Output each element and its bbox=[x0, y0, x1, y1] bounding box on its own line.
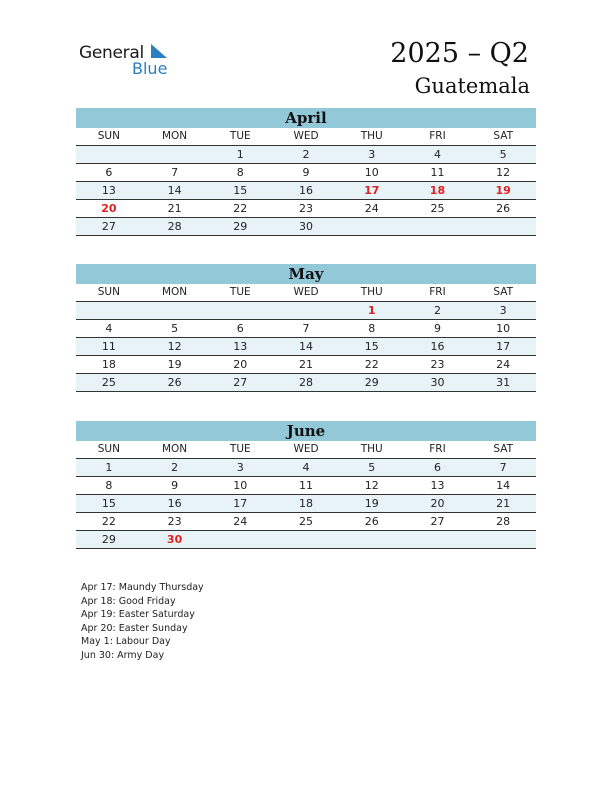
day-cell bbox=[405, 531, 471, 548]
day-cell: 6 bbox=[236, 322, 244, 335]
week-row bbox=[76, 459, 536, 477]
day-cell: 10 bbox=[233, 479, 248, 492]
day-cell: 16 bbox=[299, 184, 314, 197]
month-title: June bbox=[76, 421, 536, 441]
day-cell: 2 bbox=[171, 461, 179, 474]
month-april bbox=[76, 108, 536, 236]
generalblue-logo bbox=[79, 40, 179, 80]
day-cell: 13 bbox=[233, 340, 248, 353]
holiday-entry: Jun 30: Army Day bbox=[81, 649, 165, 661]
weekday-label: THU bbox=[360, 286, 383, 298]
day-cell: 4 bbox=[302, 461, 310, 474]
day-cell: 19 bbox=[364, 497, 379, 510]
day-cell: 27 bbox=[101, 220, 116, 233]
page-title: 2025 – Q2 bbox=[390, 38, 529, 69]
day-cell bbox=[273, 302, 339, 319]
week-row bbox=[76, 513, 536, 531]
day-cell bbox=[470, 531, 536, 548]
weekday-label: FRI bbox=[429, 443, 446, 455]
day-cell: 28 bbox=[299, 376, 314, 389]
day-cell: 1 bbox=[105, 461, 113, 474]
day-cell: 18 bbox=[101, 358, 116, 371]
holiday-list bbox=[81, 581, 204, 663]
week-row bbox=[76, 182, 536, 200]
day-cell: 25 bbox=[101, 376, 116, 389]
day-cell bbox=[339, 531, 405, 548]
day-cell: 13 bbox=[101, 184, 116, 197]
week-row bbox=[76, 477, 536, 495]
weekday-header-row bbox=[76, 284, 536, 302]
day-cell: 1 bbox=[236, 148, 244, 161]
day-cell: 25 bbox=[430, 202, 445, 215]
day-cell: 28 bbox=[496, 515, 511, 528]
weekday-label: SAT bbox=[493, 130, 513, 142]
holiday-entry: May 1: Labour Day bbox=[81, 636, 171, 648]
day-cell: 3 bbox=[368, 148, 376, 161]
month-june bbox=[76, 421, 536, 549]
day-cell: 12 bbox=[364, 479, 379, 492]
month-may bbox=[76, 264, 536, 392]
day-cell bbox=[142, 146, 208, 163]
month-title: May bbox=[76, 264, 536, 284]
day-cell: 14 bbox=[496, 479, 511, 492]
week-row bbox=[76, 374, 536, 392]
week-row bbox=[76, 356, 536, 374]
day-cell: 19 bbox=[167, 358, 182, 371]
holiday-entry: Apr 17: Maundy Thursday bbox=[81, 582, 204, 593]
day-cell: 2 bbox=[433, 304, 441, 317]
day-cell: 22 bbox=[101, 515, 116, 528]
weekday-label: SUN bbox=[97, 130, 120, 142]
day-cell: 29 bbox=[233, 220, 248, 233]
day-cell: 26 bbox=[167, 376, 182, 389]
day-cell: 7 bbox=[302, 322, 310, 335]
day-cell: 5 bbox=[499, 148, 507, 161]
holiday-entry: Apr 20: Easter Sunday bbox=[81, 622, 188, 634]
day-cell bbox=[76, 302, 142, 319]
day-cell: 23 bbox=[430, 358, 445, 371]
weekday-label: FRI bbox=[429, 286, 446, 298]
day-cell: 15 bbox=[101, 497, 116, 510]
day-cell: 21 bbox=[167, 202, 182, 215]
day-cell: 24 bbox=[496, 358, 511, 371]
day-cell: 11 bbox=[101, 340, 116, 353]
weekday-label: WED bbox=[293, 286, 319, 298]
week-row bbox=[76, 302, 536, 320]
day-cell: 8 bbox=[105, 479, 113, 492]
day-cell: 11 bbox=[430, 166, 445, 179]
day-cell: 12 bbox=[167, 340, 182, 353]
holiday-day-cell: 18 bbox=[429, 184, 446, 197]
weekday-header-row bbox=[76, 128, 536, 146]
day-cell: 5 bbox=[171, 322, 179, 335]
day-cell: 17 bbox=[233, 497, 248, 510]
day-cell: 20 bbox=[233, 358, 248, 371]
holiday-entry: Apr 18: Good Friday bbox=[81, 595, 176, 607]
weekday-label: TUE bbox=[229, 286, 251, 298]
day-cell: 22 bbox=[233, 202, 248, 215]
day-cell: 8 bbox=[236, 166, 244, 179]
month-title: April bbox=[76, 108, 536, 128]
day-cell: 26 bbox=[496, 202, 511, 215]
day-cell: 20 bbox=[430, 497, 445, 510]
day-cell: 21 bbox=[299, 358, 314, 371]
day-cell: 27 bbox=[430, 515, 445, 528]
day-cell: 29 bbox=[364, 376, 379, 389]
week-row bbox=[76, 495, 536, 513]
logo-word-blue: Blue bbox=[132, 59, 168, 78]
weekday-label: SUN bbox=[97, 443, 120, 455]
day-cell bbox=[470, 218, 536, 235]
day-cell: 25 bbox=[299, 515, 314, 528]
day-cell: 6 bbox=[105, 166, 113, 179]
day-cell: 5 bbox=[368, 461, 376, 474]
day-cell: 10 bbox=[496, 322, 511, 335]
holiday-entry: Apr 19: Easter Saturday bbox=[81, 609, 195, 621]
weekday-label: WED bbox=[293, 130, 319, 142]
day-cell: 9 bbox=[433, 322, 441, 335]
week-row bbox=[76, 338, 536, 356]
day-cell: 4 bbox=[105, 322, 113, 335]
week-row bbox=[76, 531, 536, 549]
day-cell: 16 bbox=[167, 497, 182, 510]
day-cell bbox=[207, 531, 273, 548]
logo-word-general: General bbox=[79, 43, 144, 63]
weekday-label: MON bbox=[161, 443, 188, 455]
weekday-label: TUE bbox=[229, 443, 251, 455]
weekday-label: SAT bbox=[493, 286, 513, 298]
day-cell: 23 bbox=[167, 515, 182, 528]
holiday-day-cell: 17 bbox=[364, 184, 380, 197]
day-cell: 4 bbox=[433, 148, 441, 161]
day-cell: 6 bbox=[433, 461, 441, 474]
day-cell: 9 bbox=[171, 479, 179, 492]
day-cell: 15 bbox=[233, 184, 248, 197]
day-cell: 30 bbox=[430, 376, 445, 389]
day-cell: 23 bbox=[299, 202, 314, 215]
day-cell: 14 bbox=[167, 184, 182, 197]
weekday-label: TUE bbox=[229, 130, 251, 142]
day-cell: 24 bbox=[364, 202, 379, 215]
day-cell bbox=[405, 218, 471, 235]
weekday-label: SAT bbox=[493, 443, 513, 455]
day-cell: 2 bbox=[302, 148, 310, 161]
day-cell: 21 bbox=[496, 497, 511, 510]
weekday-header-row bbox=[76, 441, 536, 459]
day-cell: 30 bbox=[299, 220, 314, 233]
weekday-label: WED bbox=[293, 443, 319, 455]
day-cell: 11 bbox=[299, 479, 314, 492]
holiday-day-cell: 20 bbox=[101, 202, 117, 215]
day-cell bbox=[339, 218, 405, 235]
day-cell: 28 bbox=[167, 220, 182, 233]
holiday-day-cell: 19 bbox=[495, 184, 511, 197]
weekday-label: MON bbox=[161, 130, 188, 142]
day-cell: 26 bbox=[364, 515, 379, 528]
weekday-label: THU bbox=[360, 443, 383, 455]
holiday-day-cell: 30 bbox=[166, 533, 183, 546]
day-cell bbox=[273, 531, 339, 548]
day-cell: 9 bbox=[302, 166, 310, 179]
day-cell: 22 bbox=[364, 358, 379, 371]
day-cell: 8 bbox=[368, 322, 376, 335]
weekday-label: SUN bbox=[97, 286, 120, 298]
day-cell: 29 bbox=[101, 533, 116, 546]
day-cell: 3 bbox=[236, 461, 244, 474]
day-cell: 17 bbox=[496, 340, 511, 353]
week-row bbox=[76, 200, 536, 218]
day-cell: 7 bbox=[171, 166, 179, 179]
holiday-day-cell: 1 bbox=[367, 304, 376, 317]
day-cell: 18 bbox=[299, 497, 314, 510]
day-cell: 24 bbox=[233, 515, 248, 528]
day-cell: 16 bbox=[430, 340, 445, 353]
day-cell: 7 bbox=[499, 461, 507, 474]
day-cell bbox=[76, 146, 142, 163]
week-row bbox=[76, 320, 536, 338]
weekday-label: THU bbox=[360, 130, 383, 142]
country-name: Guatemala bbox=[414, 74, 530, 98]
week-row bbox=[76, 164, 536, 182]
day-cell: 27 bbox=[233, 376, 248, 389]
day-cell: 15 bbox=[364, 340, 379, 353]
day-cell bbox=[207, 302, 273, 319]
day-cell: 12 bbox=[496, 166, 511, 179]
week-row bbox=[76, 218, 536, 236]
day-cell: 14 bbox=[299, 340, 314, 353]
logo-flag-icon bbox=[149, 44, 169, 60]
day-cell: 13 bbox=[430, 479, 445, 492]
day-cell: 31 bbox=[496, 376, 511, 389]
day-cell: 10 bbox=[364, 166, 379, 179]
weekday-label: FRI bbox=[429, 130, 446, 142]
day-cell: 3 bbox=[499, 304, 507, 317]
day-cell bbox=[142, 302, 208, 319]
weekday-label: MON bbox=[161, 286, 188, 298]
week-row bbox=[76, 146, 536, 164]
